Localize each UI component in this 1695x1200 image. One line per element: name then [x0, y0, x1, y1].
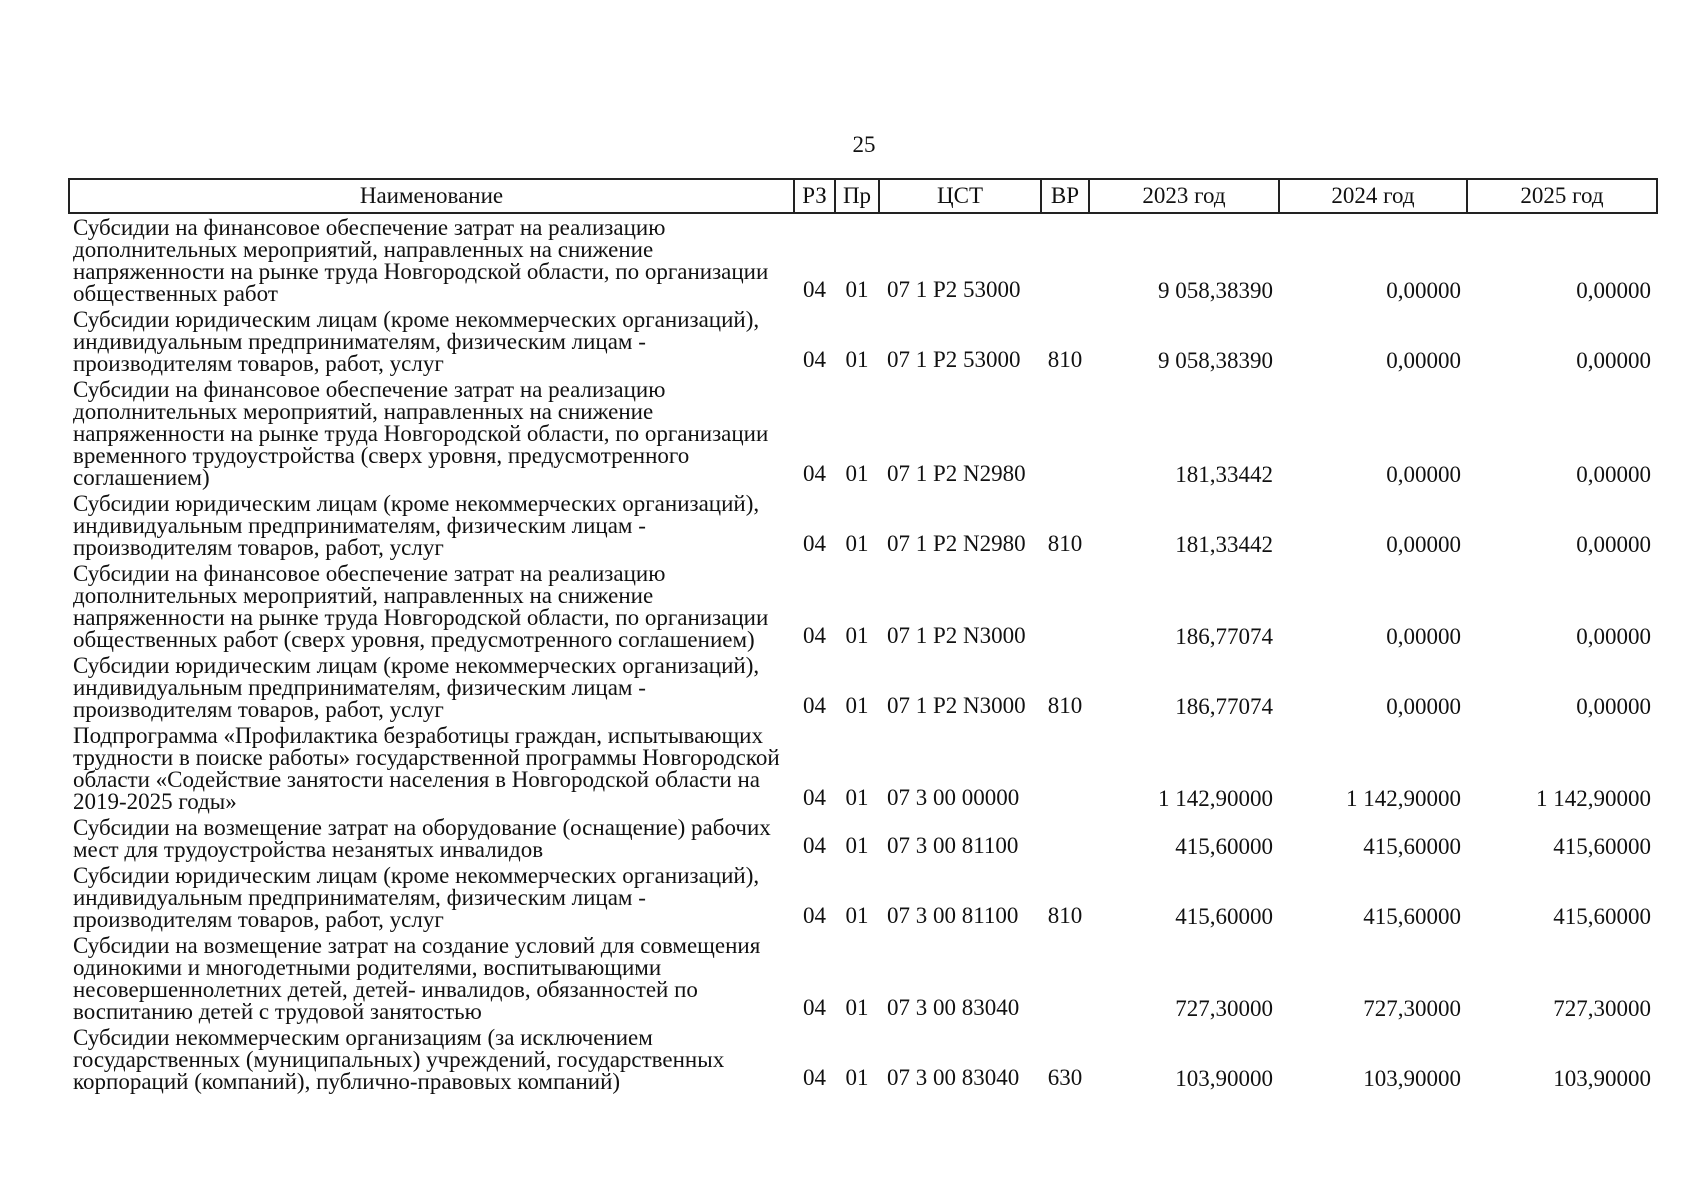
row-pr: 01	[845, 531, 869, 556]
row-vr: 810	[1047, 531, 1083, 556]
row-2024: 0,00000	[1386, 462, 1461, 487]
table-row	[69, 862, 1657, 932]
row-2024: 1 142,90000	[1346, 786, 1461, 811]
row-name: Подпрограмма «Профилактика безработицы граждан, испытывающих трудности в поиске работы» государственной программы Новгородской области «Содействие занятости населения в Новгородской области на 2019-2025 годы»	[73, 723, 780, 814]
table-row	[69, 213, 1657, 306]
table-row	[69, 560, 1657, 652]
row-2024: 727,30000	[1363, 996, 1461, 1021]
budget-table	[68, 178, 1658, 1094]
row-2025: 0,00000	[1576, 694, 1651, 719]
row-2025: 0,00000	[1576, 348, 1651, 373]
row-2024: 103,90000	[1363, 1066, 1461, 1091]
table-row	[69, 722, 1657, 814]
row-vr: 630	[1047, 1065, 1083, 1090]
row-pr: 01	[845, 785, 869, 810]
table-row	[69, 490, 1657, 560]
row-rz: 04	[803, 785, 826, 810]
row-cst: 07 1 Р2 N2980	[887, 461, 1026, 486]
row-cst: 07 3 00 83040	[887, 995, 1020, 1020]
row-2024: 0,00000	[1386, 624, 1461, 649]
row-rz: 04	[803, 461, 826, 486]
header-cst: ЦСТ	[879, 179, 1041, 213]
row-2025: 0,00000	[1576, 532, 1651, 557]
row-vr	[1041, 213, 1089, 306]
row-cst: 07 1 Р2 53000	[887, 347, 1021, 372]
row-rz: 04	[803, 623, 826, 648]
row-cst: 07 3 00 81100	[887, 833, 1019, 858]
row-2024: 415,60000	[1363, 834, 1461, 859]
row-pr: 01	[845, 693, 869, 718]
table-row	[69, 814, 1657, 862]
row-2025: 0,00000	[1576, 624, 1651, 649]
row-2025: 1 142,90000	[1536, 786, 1651, 811]
row-2023: 186,77074	[1175, 694, 1273, 719]
row-name: Субсидии юридическим лицам (кроме некоммерческих организаций), индивидуальным предпринимателям, физическим лицам - производителям товаров, работ, услуг	[73, 307, 760, 376]
row-cst: 07 1 Р2 53000	[887, 277, 1021, 302]
row-2025: 415,60000	[1553, 834, 1651, 859]
header-2025: 2025 год	[1467, 179, 1657, 213]
row-name: Субсидии на возмещение затрат на оборудование (оснащение) рабочих мест для трудоустройства незанятых инвалидов	[73, 815, 771, 862]
row-pr: 01	[845, 347, 869, 372]
row-vr	[1041, 932, 1089, 1024]
row-pr: 01	[845, 277, 869, 302]
row-pr: 01	[845, 903, 869, 928]
row-rz: 04	[803, 1065, 826, 1090]
table-row	[69, 306, 1657, 376]
row-2025: 0,00000	[1576, 462, 1651, 487]
row-rz: 04	[803, 903, 826, 928]
row-cst: 07 3 00 81100	[887, 903, 1019, 928]
row-vr: 810	[1047, 347, 1083, 372]
row-cst: 07 3 00 00000	[887, 785, 1020, 810]
row-2023: 415,60000	[1175, 904, 1273, 929]
row-2023: 186,77074	[1175, 624, 1273, 649]
row-vr	[1041, 376, 1089, 490]
header-2023: 2023 год	[1089, 179, 1279, 213]
row-2023: 103,90000	[1175, 1066, 1273, 1091]
row-name: Субсидии юридическим лицам (кроме некоммерческих организаций), индивидуальным предпринимателям, физическим лицам - производителям товаров, работ, услуг	[73, 491, 760, 560]
row-2024: 0,00000	[1386, 694, 1461, 719]
row-cst: 07 3 00 83040	[887, 1065, 1020, 1090]
row-2023: 181,33442	[1175, 532, 1273, 557]
row-2024: 0,00000	[1386, 278, 1461, 303]
table-row	[69, 652, 1657, 722]
page-number: 25	[852, 132, 876, 157]
row-name: Субсидии на финансовое обеспечение затрат на реализацию дополнительных мероприятий, направленных на снижение напряженности на рынке труда Новгородской области, по организации временного трудоустройства (сверх уровня, предусмотренного соглашением)	[73, 377, 769, 490]
row-vr: 810	[1047, 903, 1083, 928]
row-vr	[1041, 814, 1089, 862]
row-name: Субсидии юридическим лицам (кроме некоммерческих организаций), индивидуальным предпринимателям, физическим лицам - производителям товаров, работ, услуг	[73, 863, 760, 932]
row-name: Субсидии на финансовое обеспечение затрат на реализацию дополнительных мероприятий, направленных на снижение напряженности на рынке труда Новгородской области, по организации общественных работ (сверх уровня, предусмотренного соглашением)	[73, 561, 769, 652]
header-rz: РЗ	[794, 179, 835, 213]
row-cst: 07 1 Р2 N2980	[887, 531, 1026, 556]
table-row	[69, 932, 1657, 1024]
header-vr: ВР	[1041, 179, 1089, 213]
row-rz: 04	[803, 693, 826, 718]
row-pr: 01	[845, 461, 869, 486]
row-2025: 415,60000	[1553, 904, 1651, 929]
row-2023: 1 142,90000	[1158, 786, 1273, 811]
row-name: Субсидии некоммерческим организациям (за исключением государственных (муниципальных) учреждений, государственных корпораций (компаний), публично-правовых компаний)	[73, 1025, 725, 1094]
row-pr: 01	[845, 833, 869, 858]
header-2024: 2024 год	[1279, 179, 1467, 213]
table-row	[69, 1024, 1657, 1094]
row-2023: 727,30000	[1175, 996, 1273, 1021]
table-row	[69, 376, 1657, 490]
row-cst: 07 1 Р2 N3000	[887, 623, 1026, 648]
row-pr: 01	[845, 1065, 869, 1090]
row-2024: 0,00000	[1386, 348, 1461, 373]
row-pr: 01	[845, 995, 869, 1020]
row-2023: 9 058,38390	[1158, 348, 1273, 373]
row-2023: 415,60000	[1175, 834, 1273, 859]
row-2025: 103,90000	[1553, 1066, 1651, 1091]
row-vr: 810	[1047, 693, 1083, 718]
row-2025: 727,30000	[1553, 996, 1651, 1021]
header-name: Наименование	[69, 179, 794, 213]
header-pr: Пр	[835, 179, 879, 213]
row-2024: 415,60000	[1363, 904, 1461, 929]
row-vr	[1041, 722, 1089, 814]
row-2023: 9 058,38390	[1158, 278, 1273, 303]
row-rz: 04	[803, 531, 826, 556]
row-2025: 0,00000	[1576, 278, 1651, 303]
row-rz: 04	[803, 995, 826, 1020]
row-pr: 01	[845, 623, 869, 648]
row-name: Субсидии на возмещение затрат на создание условий для совмещения одинокими и многодетными родителями, воспитывающими несовершеннолетних детей, детей- инвалидов, обязанностей по воспитанию детей с трудовой занятостью	[73, 933, 761, 1024]
row-rz: 04	[803, 833, 826, 858]
row-2023: 181,33442	[1175, 462, 1273, 487]
row-rz: 04	[803, 277, 826, 302]
table-header-row	[69, 179, 1657, 213]
row-cst: 07 1 Р2 N3000	[887, 693, 1026, 718]
row-vr	[1041, 560, 1089, 652]
row-2024: 0,00000	[1386, 532, 1461, 557]
row-rz: 04	[803, 347, 826, 372]
row-name: Субсидии на финансовое обеспечение затрат на реализацию дополнительных мероприятий, направленных на снижение напряженности на рынке труда Новгородской области, по организации общественных работ	[73, 215, 769, 306]
row-name: Субсидии юридическим лицам (кроме некоммерческих организаций), индивидуальным предпринимателям, физическим лицам - производителям товаров, работ, услуг	[73, 653, 760, 722]
